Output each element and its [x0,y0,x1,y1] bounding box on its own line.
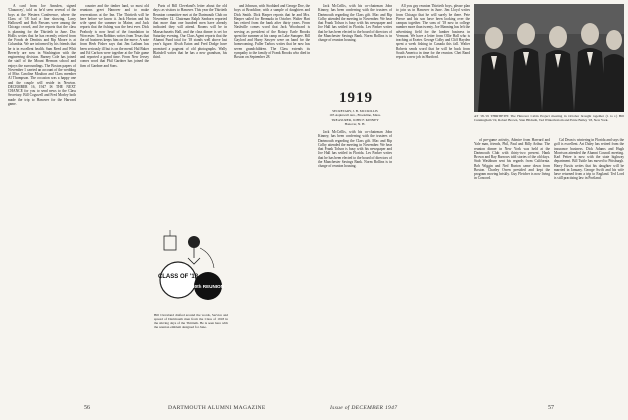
secretary-line: SECRETARY, J. B. MCCRILLIS [332,109,378,113]
column-text: Jack McCrillis, with his co-chairman John Kinney, has been conferring with the trustees of Dartmouth regarding the Class gift. Mac and Rip Colby attended the meeting in November. We hear that Frank Tolson is busy with his newspaper and Joe Hall has settled in Florida. Les Parker writes that he has been elected to the board of directors of the Manchester Savings Bank. Norm Rollins is in charge of reunion housing. [318,130,392,168]
logo-reunion-text: 30th REUNION [192,284,224,289]
text-column-5 [318,4,392,86]
reunion-logo [154,228,228,310]
logo-class-text: CLASS OF '18 [157,274,199,280]
photo-caption: AT '18-'19 THIRTIETH: The Hanover Cabin Project meeting in October brought together (l. to r.) Bill Cunningham '19, Robert Brown, Stan Hildreth, Ted Winterbottom and Ernie Bailey '18, New York. [474,114,624,122]
address-line: 103 Aspinwall Ave., Brookline, Mass. [329,113,381,117]
group-photo [474,4,624,112]
right-page-number: 57 [548,405,554,411]
treasurer-line: TREASURER, JOHN F. KINNEY [331,118,379,122]
magazine-name: DARTMOUTH ALUMNI MAGAZINE [168,405,266,411]
text-column-5-lower [318,130,392,399]
logo-caption: Bill Cleveland drafted around the words, Service and spread of Dartmouth men from the Class of 1918 in the stirring days of the Thirtieth. He is seen here with the reunion emblem designed for June. [154,313,228,329]
column-text: Cal Dean is wintering in Florida and says the golf is excellent. Art Daley has retired from the insurance business. Dick Adams and Hugh Morrison attended the Alumni Council meeting. Karl Pettee is now with the state highway department. Bill Tuttle has moved to Pittsburgh. Harry Eustis writes that his daughter will be married in January. George Swift and his wife have returned from a trip to England. Ted Lord is still practising law in Portland. [554,138,624,181]
column-text: Parts of Bill Cleveland's letter about the old days: as visitors to Hanover. This year the Thirtieth Reunion committee met at the Dartmouth Club on November 12. Chairman Ralph Sanborn reported that more than one hundred men have already indicated they will attend. Rooms will be in Massachusetts Hall, and the class dinner is set for Saturday evening. Our Class Agent reports that the Alumni Fund total for '18 stands well above last year's figure. Alvah Eaton and Fred Dodge have promised a pageant of old photographs. Wally Blaisdell writes that he has a new grandson, his third. [153,4,227,59]
column-text: All you gay reunion Thirtieth boys, please plan to join us in Hanover in June. Jim Lloyd writes from Chicago that he will surely be there. Pete Pierce and his son have been looking over the campus together. The sons of '18 now in college number more than twenty. Joe Manning has left the advertising field for the lumber business in Vermont. We have a letter from Ollie Hall who is teaching at Exeter. George Colby and Cliff Hayden spent a week fishing in Canada this fall. Walter Roberts sends word that he will be back from South America in time for the reunion. Chet Rand reports a new job in Hartford. [396,4,470,59]
text-column-7 [474,138,550,400]
left-page-number: 56 [84,405,90,411]
issue-date: Issue of DECEMBER 1947 [330,405,398,411]
column-text: A card from Joe Amsden, signed 'Chauncey', told us he'd seen several of the boys at the Western Conference, where the Class of '18 had a fine showing. Larry Hallowell and Bob Parsons were among the Chicago crowd, and Joe reports that the class is planning for the Thirtieth in June. Doc Hollis writes that he has recently retired from the Fonds de Dentists and Rip Moore is at Columbia. We are informed by his friends that he is in excellent health. Sam Reed and Whit Beverly are now in Washington with the engineering division. Barney Cole has joined the staff of the Mount Hermon school and enjoys the surroundings. The Boston papers of November 1 carried an account of the wedding of Miss Caroline Moulton and Class member Al Thompson. The occasion was a happy one and the couple will reside in Newton. DECEMBER 16, 1947 IS THE NEXT CHANCE for you to send news to the Class Secretary. Bill Cogswell and Fred Morley both made the trip to Hanover for the Harvard game. [8,4,76,106]
column-text: Jack McCrillis, with his co-chairman John Kinney, has been conferring with the trustees of Dartmouth regarding the Class gift. Mac and Rip Colby attended the meeting in November. We hear that Frank Tolson is busy with his newspaper and Joe Hall has settled in Florida. Les Parker writes that he has been elected to the board of directors of the Manchester Savings Bank. Norm Rollins is in charge of reunion housing. [318,4,392,42]
text-column-6 [396,4,470,399]
text-column-4 [234,4,310,399]
section-year-heading: 1919 [339,90,373,106]
column-text: counter and the timber land, so most old reunions greet Hanover and to make reservations at the Inn. The Thirtieth will be here before we know it. Jack Horton and his wife spent the summer in Maine, and Jack reports that the fishing was the best ever. Dick Peabody is now head of the foundation in Worcester. Tom Robbins writes from Texas that the oil business keeps him on the move. A note from Herb Fisher says that Jim Latham has been seriously ill but is on the mend. Hal Baker and Ed Carlson were together at the Yale game and reported a grand time. From New Jersey comes word that Phil Gardner has joined the firm of Gardner and Sons. [80,4,149,68]
town-line: Hanover, N. H. [344,122,366,126]
text-column-2 [80,4,149,399]
column-text: of pre-game activity, Admire from Harvard and Yale man, friends, Phil, Paul and Billy Arthur. The reunion dinner in New York was held at the Dartmouth Club with thirty-two present. Hank Brown and Ray Barrows told stories of the old days. Stub Washburn sent his regards from California. Bob Wiggin and Ned Burton came down from Boston. Charley Owen presided and kept the program moving briskly. Guy Fletcher is now living in Concord. [474,138,550,181]
text-column-8 [554,138,624,400]
text-column-1 [8,4,76,399]
text-column-3 [153,4,227,224]
column-text: and Johnson, with Stoddard and George Doe, the boys at Brookline, with a sample of daughters and Dick Smith. Dick Harper reports that he and Mrs. Harper sailed for Bermuda in October. Walter Hart has retired from the bank after thirty years. From Nashville comes word that Jack Woodward is serving as president of the Rotary. Earle Brooks spent the summer at his camp on Lake Sunapee. Bill Gaylord and Harry Sawyer were on hand for the homecoming. Fuller Tarbox writes that he now has seven grandchildren. The Class extends its sympathy to the family of Frank Brooks who died in Boston on September 28. [234,4,310,59]
